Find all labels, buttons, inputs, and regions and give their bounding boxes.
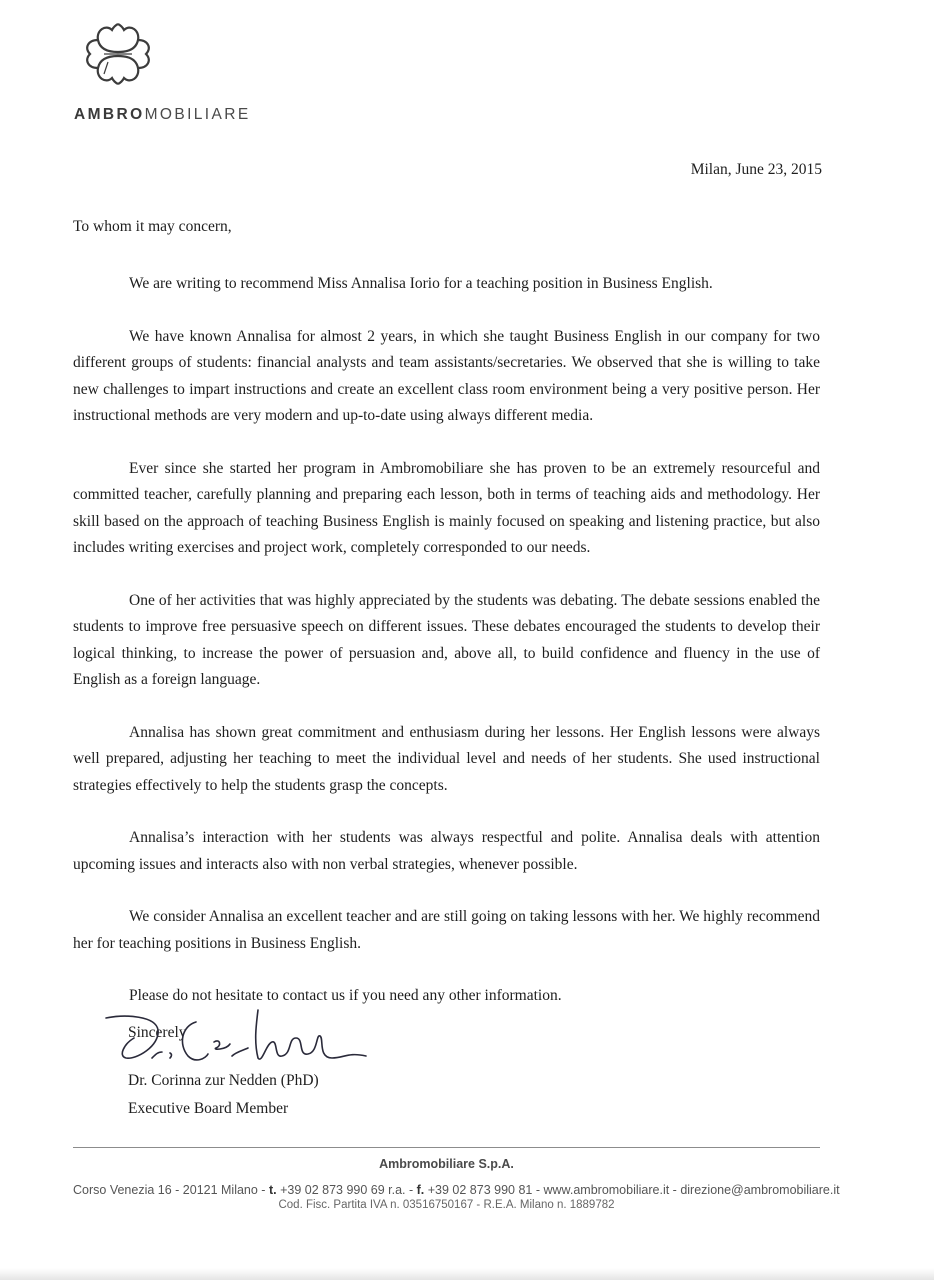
footer-tel-label: t. [268, 1183, 277, 1197]
brand-wordmark [74, 106, 251, 124]
paragraph-background: We have known Annalisa for almost 2 years, in which she taught Business English in our company for two different groups of students: financial analysts and team assistants/secretaries. We observed that she is willing to take new challenges to impart instructions and create an excellent class room environment being a very positive person. Her instructional methods are very modern and up-to-date using always different media. [73, 327, 820, 424]
signature-block [128, 1020, 448, 1130]
paragraph-interaction: Annalisa’s interaction with her students was always respectful and polite. Annalisa deals with attention upcoming issues and interacts also with non verbal strategies, whenever possible. [73, 829, 820, 873]
salutation: To whom it may concern, [73, 218, 232, 235]
footer-address: Corso Venezia 16 - 20121 Milano - [73, 1183, 269, 1197]
signatory-title: Executive Board Member [128, 1100, 289, 1117]
paragraph-contact: Please do not hesitate to contact us if you need any other information. [129, 987, 562, 1004]
letter-date: Milan, June 23, 2015 [690, 161, 822, 178]
letter-body [73, 214, 820, 1010]
footer-company-name: Ambromobiliare S.p.A. [379, 1157, 514, 1171]
footer-divider [73, 1147, 820, 1148]
paragraph-conclusion: We consider Annalisa an excellent teacher and are still going on taking lessons with her. We highly recommend her for teaching positions in Business English. [73, 908, 820, 952]
footer-contact-line [73, 1183, 840, 1198]
clover-logo-icon [80, 22, 156, 86]
scan-edge-shadow [0, 1268, 934, 1280]
paragraph-program: Ever since she started her program in Ambromobiliare she has proven to be an extremely resourceful and committed teacher, carefully planning and preparing each lesson, both in terms of teaching aids and methodology. Her skill based on the approach of teaching Business English is mainly focused on speaking and listening practice, but also includes writing exercises and project work, completely corresponded to our needs. [73, 459, 820, 556]
closing-text: Sincerely [128, 1024, 187, 1041]
brand-wordmark-bold: AMBRO [74, 106, 145, 123]
paragraph-debating: One of her activities that was highly appreciated by the students was debating. The debate sessions enabled the students to improve free persuasive speech on different issues. These debates encouraged the students to develop their logical thinking, to increase the power of persuasion and, above all, to build confidence and fluency in the use of English as a foreign language. [73, 591, 820, 688]
letterhead-logo [74, 20, 284, 123]
footer-fax-label: f. [416, 1183, 425, 1197]
signatory-name: Dr. Corinna zur Nedden (PhD) [128, 1072, 319, 1089]
handwritten-signature [96, 1008, 376, 1078]
footer-tel: +39 02 873 990 69 r.a. - [276, 1183, 417, 1197]
brand-wordmark-light: MOBILIARE [144, 106, 251, 123]
paragraph-recommendation: We are writing to recommend Miss Annalisa Iorio for a teaching position in Business English. [129, 275, 713, 292]
paragraph-commitment: Annalisa has shown great commitment and enthusiasm during her lessons. Her English lessons were always well prepared, adjusting her teaching to meet the individual level and needs of her students. She used instructional strategies effectively to help the students grasp the concepts. [73, 723, 820, 794]
footer-fax-web-email: +39 02 873 990 81 - www.ambromobiliare.it - direzione@ambromobiliare.it [424, 1183, 840, 1197]
footer-registry: Cod. Fisc. Partita IVA n. 03516750167 - R.E.A. Milano n. 1889782 [278, 1199, 615, 1211]
letterhead-footer [73, 1157, 840, 1213]
